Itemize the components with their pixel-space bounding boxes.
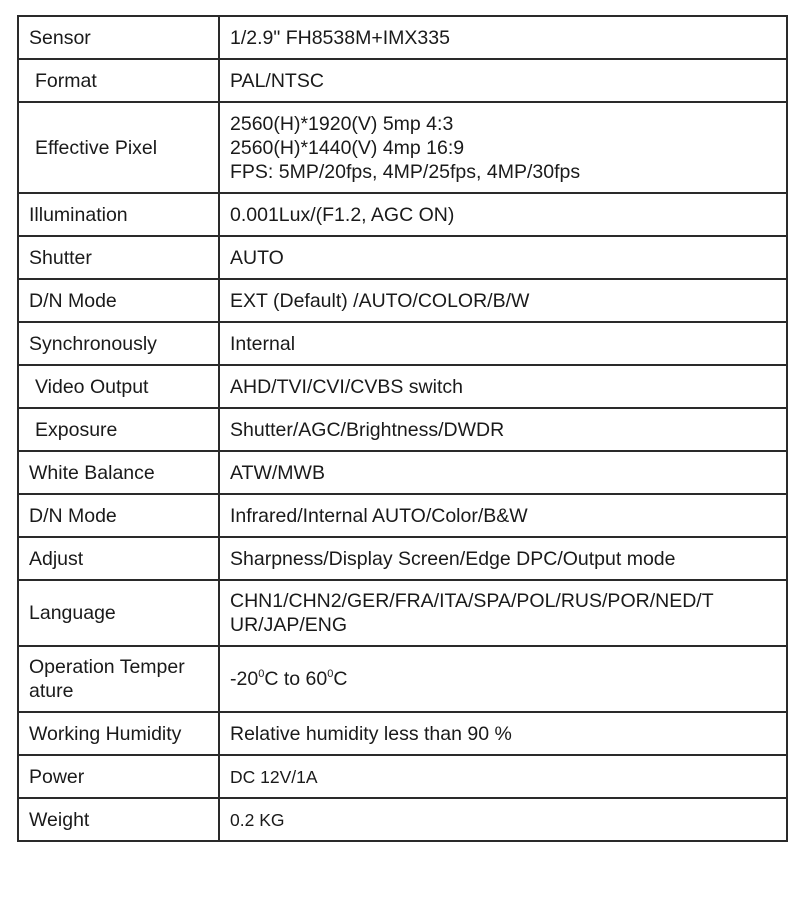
spec-value-operation-temperature bbox=[219, 646, 787, 712]
spec-value-sensor: 1/2.9" FH8538M+IMX335 bbox=[219, 16, 787, 59]
spec-label-language: Language bbox=[18, 580, 219, 646]
spec-value-language: CHN1/CHN2/GER/FRA/ITA/SPA/POL/RUS/POR/NED/T UR/JAP/ENG bbox=[219, 580, 787, 646]
table-row bbox=[18, 494, 787, 537]
table-row bbox=[18, 59, 787, 102]
spec-value-illumination: 0.001Lux/(F1.2, AGC ON) bbox=[219, 193, 787, 236]
spec-label-power: Power bbox=[18, 755, 219, 798]
table-row bbox=[18, 365, 787, 408]
table-row bbox=[18, 322, 787, 365]
table-row bbox=[18, 798, 787, 841]
spec-value-shutter: AUTO bbox=[219, 236, 787, 279]
table-row bbox=[18, 279, 787, 322]
table-row bbox=[18, 755, 787, 798]
temp-unit: C bbox=[333, 668, 348, 690]
table-row bbox=[18, 408, 787, 451]
spec-label-format: Format bbox=[18, 59, 219, 102]
table-row bbox=[18, 193, 787, 236]
spec-label-white-balance: White Balance bbox=[18, 451, 219, 494]
spec-value-synchronously: Internal bbox=[219, 322, 787, 365]
spec-label-effective-pixel: Effective Pixel bbox=[18, 102, 219, 193]
spec-label-working-humidity: Working Humidity bbox=[18, 712, 219, 755]
spec-value-weight: 0.2 KG bbox=[219, 798, 787, 841]
spec-label-exposure: Exposure bbox=[18, 408, 219, 451]
spec-label-shutter: Shutter bbox=[18, 236, 219, 279]
spec-label-dn-mode: D/N Mode bbox=[18, 279, 219, 322]
spec-label-weight: Weight bbox=[18, 798, 219, 841]
spec-value-exposure: Shutter/AGC/Brightness/DWDR bbox=[219, 408, 787, 451]
spec-label-synchronously: Synchronously bbox=[18, 322, 219, 365]
spec-label-operation-temperature: Operation Temper ature bbox=[18, 646, 219, 712]
table-row bbox=[18, 580, 787, 646]
spec-value-white-balance: ATW/MWB bbox=[219, 451, 787, 494]
spec-label-video-output: Video Output bbox=[18, 365, 219, 408]
spec-table bbox=[17, 15, 788, 842]
spec-value-effective-pixel: 2560(H)*1920(V) 5mp 4:3 2560(H)*1440(V) 4mp 16:9 FPS: 5MP/20fps, 4MP/25fps, 4MP/30fps bbox=[219, 102, 787, 193]
spec-value-dn-mode: EXT (Default) /AUTO/COLOR/B/W bbox=[219, 279, 787, 322]
spec-label-adjust: Adjust bbox=[18, 537, 219, 580]
degree-sign: 0 bbox=[327, 668, 334, 680]
spec-label-sensor: Sensor bbox=[18, 16, 219, 59]
spec-value-format: PAL/NTSC bbox=[219, 59, 787, 102]
table-row bbox=[18, 451, 787, 494]
temp-min: -20 bbox=[230, 668, 259, 690]
spec-value-working-humidity: Relative humidity less than 90 % bbox=[219, 712, 787, 755]
table-row bbox=[18, 236, 787, 279]
spec-value-video-output: AHD/TVI/CVI/CVBS switch bbox=[219, 365, 787, 408]
spec-value-dn-mode-2: Infrared/Internal AUTO/Color/B&W bbox=[219, 494, 787, 537]
table-row bbox=[18, 646, 787, 712]
spec-value-adjust: Sharpness/Display Screen/Edge DPC/Output mode bbox=[219, 537, 787, 580]
table-row bbox=[18, 712, 787, 755]
spec-label-dn-mode-2: D/N Mode bbox=[18, 494, 219, 537]
table-row bbox=[18, 537, 787, 580]
spec-value-power: DC 12V/1A bbox=[219, 755, 787, 798]
table-row bbox=[18, 102, 787, 193]
spec-label-illumination: Illumination bbox=[18, 193, 219, 236]
table-row bbox=[18, 16, 787, 59]
temp-max: C to 60 bbox=[264, 668, 328, 690]
degree-sign: 0 bbox=[258, 668, 265, 680]
